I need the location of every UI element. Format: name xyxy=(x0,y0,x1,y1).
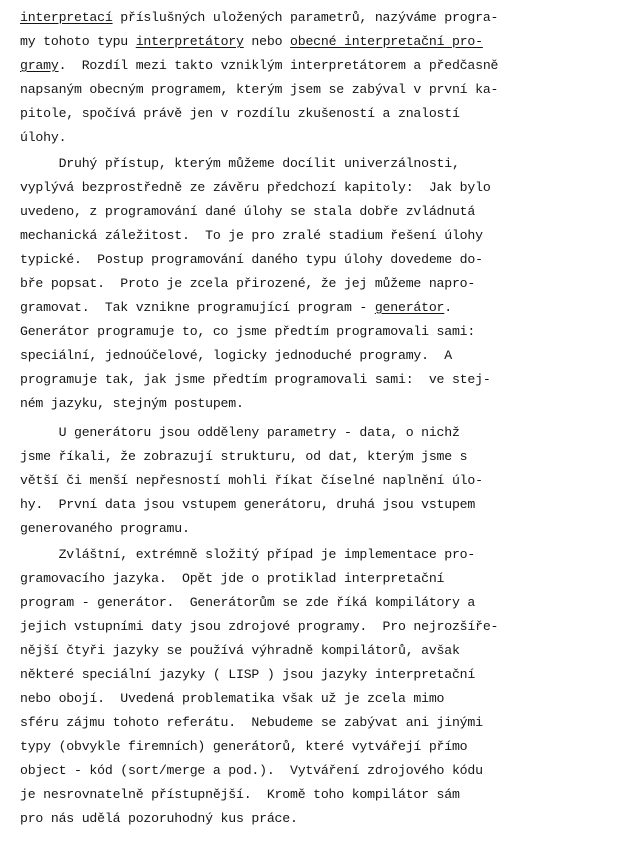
text-line xyxy=(20,521,190,537)
text-line xyxy=(20,252,483,268)
text-run: generovaného programu. xyxy=(20,521,190,536)
text-run: uvedeno, z programování dané úlohy se stala dobře zvládnutá xyxy=(20,204,476,219)
text-line xyxy=(20,595,475,611)
text-run: nebo xyxy=(243,34,291,49)
text-line xyxy=(20,691,444,707)
text-run: jejich vstupními daty jsou zdrojové programy. Pro nejrozšíře- xyxy=(20,619,499,634)
text-run: větší či menší nepřesností mohli říkat číselné naplnění úlo- xyxy=(20,473,483,488)
text-line xyxy=(20,739,467,755)
text-line xyxy=(20,130,66,146)
text-line xyxy=(20,276,475,292)
text-run: programuje tak, jak jsme předtím programovali sami: ve stej- xyxy=(20,372,491,387)
text-run: speciální, jednoúčelové, logicky jednoduché programy. A xyxy=(20,348,452,363)
text-run: sféru zájmu tohoto referátu. Nebudeme se zabývat ani jinými xyxy=(20,715,483,730)
text-line xyxy=(20,204,475,220)
text-run: mechanická záležitost. To je pro zralé stadium řešení úlohy xyxy=(20,228,483,243)
text-run: typické. Postup programování daného typu úlohy dovedeme do- xyxy=(20,252,483,267)
text-line xyxy=(20,547,475,563)
text-line xyxy=(20,763,483,779)
text-line xyxy=(20,396,244,412)
text-line xyxy=(20,372,491,388)
text-run: object - kód (sort/merge a pod.). Vytváření zdrojového kódu xyxy=(20,763,483,778)
text-line xyxy=(20,497,475,513)
text-run: pro nás udělá pozoruhodný kus práce. xyxy=(20,811,298,826)
text-run: pitole, spočívá právě jen v rozdílu zkušeností a znalostí xyxy=(20,106,460,121)
text-run: Generátor programuje to, co jsme předtím programovali sami: xyxy=(20,324,476,339)
text-run: některé speciální jazyky ( LISP ) jsou jazyky interpretační xyxy=(20,667,476,682)
text-run: Zvláštní, extrémně složitý případ je implementace pro- xyxy=(20,547,476,562)
text-line xyxy=(20,811,298,827)
text-run: bře popsat. Proto je zcela přirozené, že jej můžeme napro- xyxy=(20,276,476,291)
text-line xyxy=(20,34,483,50)
text-run: vyplývá bezprostředně ze závěru předchozí kapitoly: Jak bylo xyxy=(20,180,491,195)
text-run: Druhý přístup, kterým můžeme docílit univerzálnosti, xyxy=(20,156,460,171)
underlined-term: interpretátory xyxy=(135,34,244,49)
text-line xyxy=(20,619,498,635)
text-run: . Rozdíl mezi takto vzniklým interpretátorem a předčasně xyxy=(58,58,499,73)
text-line xyxy=(20,300,452,316)
text-line xyxy=(20,180,491,196)
text-run: úlohy. xyxy=(20,130,67,145)
text-run: příslušných uložených parametrů, nazýváme progra- xyxy=(112,10,499,25)
text-run: U generátoru jsou odděleny parametry - data, o nichž xyxy=(20,425,460,440)
text-run: my tohoto typu xyxy=(20,34,136,49)
text-line xyxy=(20,106,460,122)
underlined-term: generátor xyxy=(374,300,445,315)
text-line xyxy=(20,571,444,587)
text-run: hy. První data jsou vstupem generátoru, druhá jsou vstupem xyxy=(20,497,476,512)
text-line xyxy=(20,425,460,441)
text-line xyxy=(20,348,452,364)
underlined-term: obecné interpretační pro- xyxy=(290,34,483,49)
text-run: . xyxy=(444,300,452,315)
text-run: nebo obojí. Uvedená problematika však už je zcela mimo xyxy=(20,691,445,706)
text-line xyxy=(20,10,498,26)
text-run: typy (obvykle firemních) generátorů, které vytvářejí přímo xyxy=(20,739,468,754)
text-line xyxy=(20,156,460,172)
text-run: nější čtyři jazyky se používá výhradně kompilátorů, avšak xyxy=(20,643,460,658)
text-run: gramovacího jazyka. Opět jde o protiklad interpretační xyxy=(20,571,445,586)
text-run: jsme říkali, že zobrazují strukturu, od dat, kterým jsme s xyxy=(20,449,468,464)
text-line xyxy=(20,473,483,489)
text-line xyxy=(20,324,475,340)
text-run: ném jazyku, stejným postupem. xyxy=(20,396,244,411)
text-line xyxy=(20,787,460,803)
text-line xyxy=(20,58,498,74)
text-line xyxy=(20,228,483,244)
text-line xyxy=(20,643,460,659)
underlined-term: gramy xyxy=(20,58,59,73)
text-line xyxy=(20,715,483,731)
text-line xyxy=(20,449,467,465)
text-line xyxy=(20,82,498,98)
text-run: je nesrovnatelně přístupnější. Kromě toho kompilátor sám xyxy=(20,787,460,802)
text-run: program - generátor. Generátorům se zde říká kompilátory a xyxy=(20,595,476,610)
text-run: napsaným obecným programem, kterým jsem se zabýval v první ka- xyxy=(20,82,499,97)
underlined-term: interpretací xyxy=(20,10,113,25)
text-line xyxy=(20,667,475,683)
text-run: gramovat. Tak vznikne programující program - xyxy=(20,300,375,315)
